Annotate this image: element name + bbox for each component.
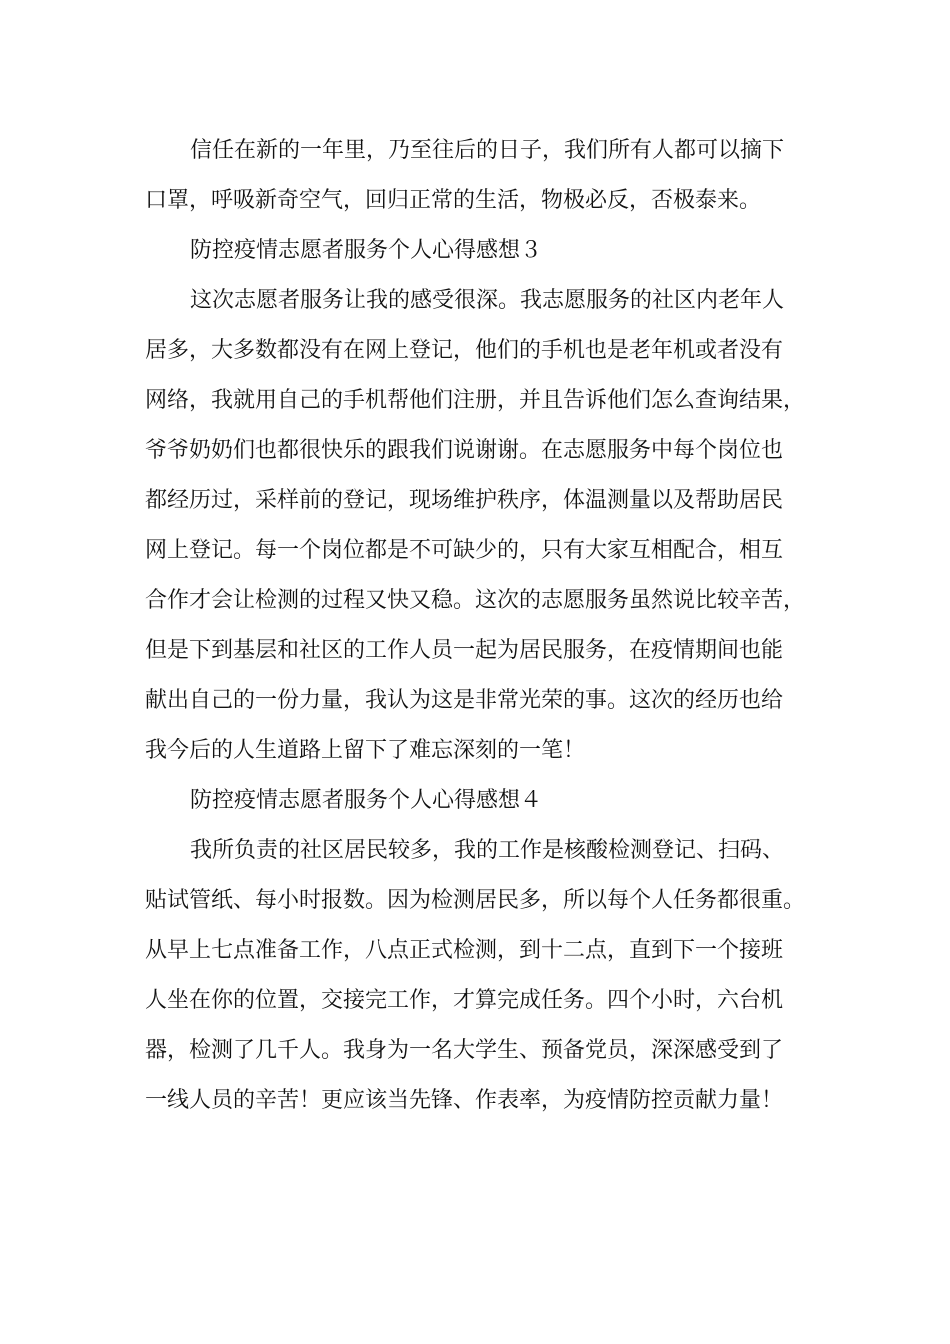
body-line: 居多，大多数都没有在网上登记，他们的手机也是老年机或者没有 xyxy=(145,338,784,363)
body-line: 人坐在你的位置，交接完工作，才算完成任务。四个小时，六台机 xyxy=(145,988,784,1013)
body-line: 这次志愿者服务让我的感受很深。我志愿服务的社区内老年人 xyxy=(190,288,785,313)
body-line: 贴试管纸、每小时报数。因为检测居民多，所以每个人任务都很重。 xyxy=(145,888,806,913)
body-line: 器，检测了几千人。我身为一名大学生、预备党员，深深感受到了 xyxy=(145,1038,784,1063)
body-line: 口罩，呼吸新奇空气，回归正常的生活，物极必反，否极泰来。 xyxy=(145,188,762,213)
body-line: 献出自己的一份力量，我认为这是非常光荣的事。这次的经历也给 xyxy=(145,688,784,713)
body-line: 网络，我就用自己的手机帮他们注册，并且告诉他们怎么查询结果， xyxy=(145,388,806,413)
body-line: 合作才会让检测的过程又快又稳。这次的志愿服务虽然说比较辛苦， xyxy=(145,588,806,613)
section-heading: 防控疫情志愿者服务个人心得感想３ xyxy=(190,238,543,263)
document-page xyxy=(145,126,835,1126)
body-line: 一线人员的辛苦！更应该当先锋、作表率，为疫情防控贡献力量！ xyxy=(145,1088,784,1113)
body-line: 信任在新的一年里，乃至往后的日子，我们所有人都可以摘下 xyxy=(190,138,785,163)
body-line: 网上登记。每一个岗位都是不可缺少的，只有大家互相配合，相互 xyxy=(145,538,784,563)
body-line: 都经历过，采样前的登记，现场维护秩序，体温测量以及帮助居民 xyxy=(145,488,784,513)
body-line: 从早上七点准备工作，八点正式检测，到十二点，直到下一个接班 xyxy=(145,938,784,963)
body-line: 但是下到基层和社区的工作人员一起为居民服务，在疫情期间也能 xyxy=(145,638,784,663)
section-heading: 防控疫情志愿者服务个人心得感想４ xyxy=(190,788,543,813)
body-line: 我今后的人生道路上留下了难忘深刻的一笔！ xyxy=(145,738,586,763)
body-line: 我所负责的社区居民较多，我的工作是核酸检测登记、扫码、 xyxy=(190,838,785,863)
body-line: 爷爷奶奶们也都很快乐的跟我们说谢谢。在志愿服务中每个岗位也 xyxy=(145,438,784,463)
